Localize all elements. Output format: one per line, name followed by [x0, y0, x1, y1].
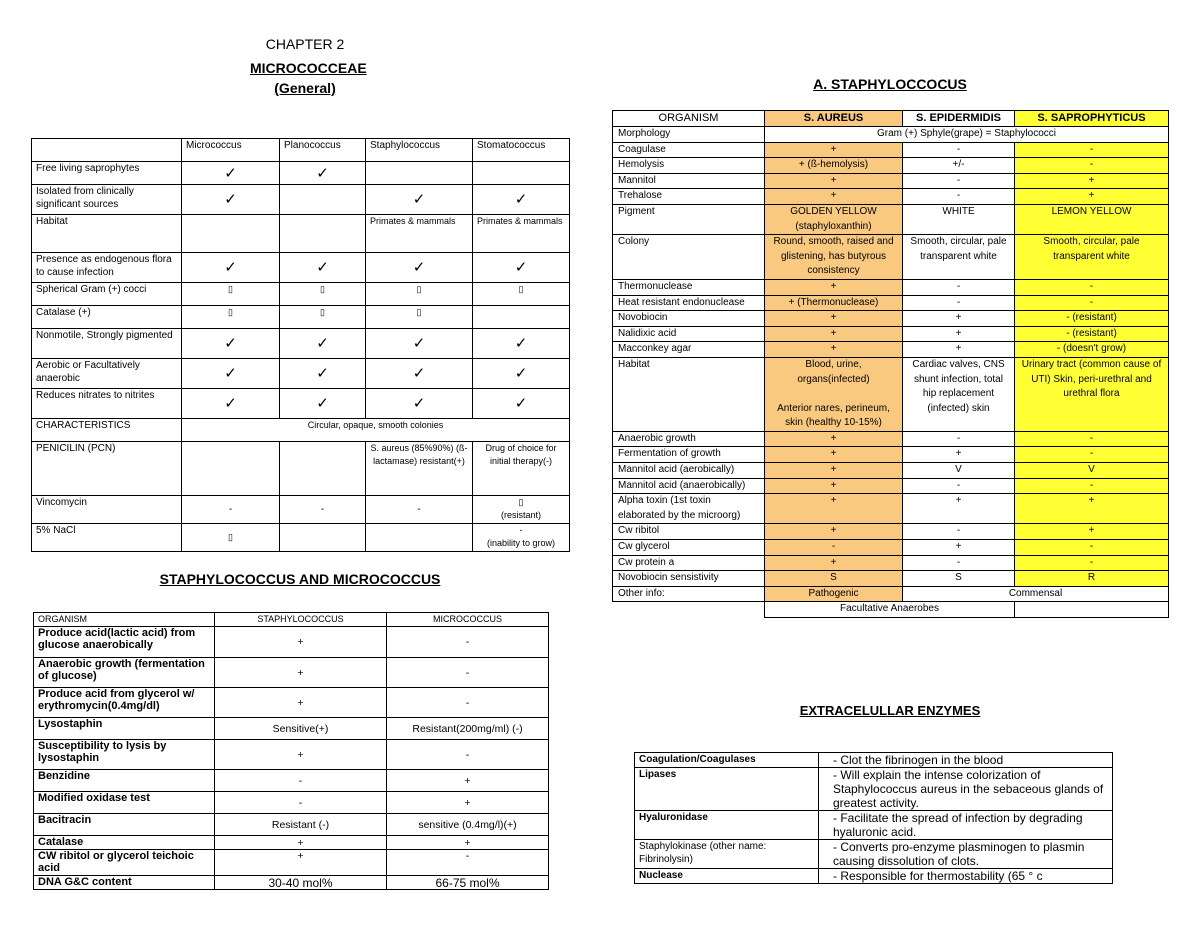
check-icon: ✓	[182, 359, 280, 389]
table-header-row	[613, 111, 1169, 127]
cell: Round, smooth, raised and glistening, has butyrous consistency	[765, 235, 903, 280]
enzyme-description-text: Clot the fibrinogen in the blood	[840, 753, 1004, 767]
cell: -	[387, 688, 549, 718]
cell: -	[1015, 540, 1169, 556]
cell: +	[387, 836, 549, 850]
cell	[473, 162, 570, 185]
cell	[280, 442, 366, 496]
cell	[366, 524, 473, 552]
table-row	[613, 555, 1169, 571]
row-label: Heat resistant endonuclease	[613, 295, 765, 311]
table-row	[32, 524, 570, 552]
table-row	[32, 329, 570, 359]
cell: -	[903, 279, 1015, 295]
cell: +	[765, 142, 903, 158]
cell-text: -	[519, 525, 523, 535]
enzyme-description: - Will explain the intense colorization of Staphylococcus aureus in the sebaceous glands of greatest activity.	[819, 768, 1113, 811]
cell	[182, 442, 280, 496]
table-row	[613, 342, 1169, 358]
cell: Resistant (-)	[215, 814, 387, 836]
enzyme-name: Lipases	[635, 768, 819, 811]
row-label: Susceptibility to lysis by lysostaphin	[34, 740, 215, 770]
check-icon: ✓	[366, 253, 473, 283]
table-row	[613, 189, 1169, 205]
staph-micro-table	[33, 612, 549, 890]
row-label: Free living saprophytes	[32, 162, 182, 185]
cell: +	[903, 494, 1015, 524]
cell: +	[765, 478, 903, 494]
cell: 30-40 mol%	[215, 876, 387, 890]
box-glyph-icon: ▯	[280, 283, 366, 306]
cell: R	[1015, 571, 1169, 587]
row-label: Cw protein a	[613, 555, 765, 571]
cell: -	[387, 740, 549, 770]
cell: Sensitive(+)	[215, 718, 387, 740]
header-cell: S. EPIDERMIDIS	[903, 111, 1015, 127]
cell: S	[765, 571, 903, 587]
cell: -	[1015, 158, 1169, 174]
row-label: Modified oxidase test	[34, 792, 215, 814]
row-label: Alpha toxin (1st toxin elaborated by the microorg)	[613, 494, 765, 524]
table-row	[34, 770, 549, 792]
cell: Pathogenic	[765, 586, 903, 602]
genus-comparison-table	[31, 138, 570, 552]
cell: + (Thermonuclease)	[765, 295, 903, 311]
check-icon: ✓	[473, 253, 570, 283]
row-label: Bacitracin	[34, 814, 215, 836]
enzymes-title: EXTRACELULLAR ENZYMES	[799, 703, 981, 718]
cell: -	[280, 496, 366, 524]
table-row	[613, 447, 1169, 463]
table-row	[613, 431, 1169, 447]
cell	[366, 162, 473, 185]
enzymes-rows	[635, 753, 1113, 884]
box-glyph-icon: ▯	[280, 306, 366, 329]
check-icon: ✓	[280, 253, 366, 283]
cell: -	[1015, 431, 1169, 447]
cell: - (resistant)	[1015, 326, 1169, 342]
cell: Drug of choice for initial therapy(-)	[473, 442, 570, 496]
cell-text: (inability to grow)	[486, 538, 556, 548]
row-label: Macconkey agar	[613, 342, 765, 358]
check-icon: ✓	[280, 389, 366, 419]
table-row	[34, 658, 549, 688]
cell: - (doesn't grow)	[1015, 342, 1169, 358]
staph-species-table	[612, 110, 1169, 618]
cell: +	[903, 540, 1015, 556]
row-label: Mannitol acid (anaerobically)	[613, 478, 765, 494]
enzyme-description: - Clot the fibrinogen in the blood	[819, 753, 1113, 768]
cell: +	[387, 792, 549, 814]
cell: S	[903, 571, 1015, 587]
cell	[473, 524, 570, 552]
enzyme-name: Hyaluronidase	[635, 811, 819, 840]
cell: +/-	[903, 158, 1015, 174]
row-label: Isolated from clinically significant sources	[32, 185, 182, 215]
cell: -	[903, 173, 1015, 189]
table-row	[34, 688, 549, 718]
cell: -	[387, 627, 549, 658]
table-row	[613, 173, 1169, 189]
table-row	[613, 158, 1169, 174]
cell: -	[903, 295, 1015, 311]
row-label: Lysostaphin	[34, 718, 215, 740]
cell: Primates & mammals	[366, 215, 473, 253]
cell: Cardiac valves, CNS shunt infection, total hip replacement (infected) skin	[903, 357, 1015, 431]
row-label: Fermentation of growth	[613, 447, 765, 463]
table-row	[34, 627, 549, 658]
cell: +	[765, 311, 903, 327]
table-row	[635, 840, 1113, 869]
check-icon: ✓	[280, 359, 366, 389]
cell: - (resistant)	[1015, 311, 1169, 327]
cell: Facultative Anaerobes	[765, 602, 1015, 618]
cell: +	[765, 447, 903, 463]
cell: +	[903, 447, 1015, 463]
header-cell: S. AUREUS	[765, 111, 903, 127]
cell: Gram (+) Sphyle(grape) = Staphylococci	[765, 127, 1169, 143]
cell: +	[765, 173, 903, 189]
cell: V	[1015, 463, 1169, 479]
cell: -	[765, 540, 903, 556]
cell: -	[903, 142, 1015, 158]
cell: Commensal	[903, 586, 1169, 602]
enzyme-description: - Facilitate the spread of infection by degrading hyaluronic acid.	[819, 811, 1113, 840]
row-label: Other info:	[613, 586, 765, 602]
cell: -	[903, 431, 1015, 447]
cell: +	[903, 311, 1015, 327]
cell: +	[387, 770, 549, 792]
enzyme-description: - Responsible for thermostability (65 ° c	[819, 869, 1113, 884]
cell: -	[903, 478, 1015, 494]
enzyme-name: Staphylokinase (other name: Fibrinolysin)	[635, 840, 819, 869]
table-row	[32, 215, 570, 253]
enzyme-description-text: Responsible for thermostability (65 ° c	[840, 869, 1043, 883]
cell: Smooth, circular, pale transparent white	[1015, 235, 1169, 280]
row-label: Cw glycerol	[613, 540, 765, 556]
table-row	[32, 419, 570, 442]
table-row	[32, 162, 570, 185]
row-label: CW ribitol or glycerol teichoic acid	[34, 850, 215, 876]
header-cell: S. SAPROPHYTICUS	[1015, 111, 1169, 127]
check-icon: ✓	[366, 359, 473, 389]
cell	[280, 185, 366, 215]
cell: +	[765, 326, 903, 342]
cell: -	[1015, 447, 1169, 463]
row-label: Mannitol acid (aerobically)	[613, 463, 765, 479]
cell: sensitive (0.4mg/l)(+)	[387, 814, 549, 836]
cell: S. aureus (85%90%) (ß-lactamase) resistant(+)	[366, 442, 473, 496]
cell	[280, 215, 366, 253]
cell: +	[215, 627, 387, 658]
row-label: Nonmotile, Strongly pigmented	[32, 329, 182, 359]
cell: +	[215, 658, 387, 688]
enzyme-description-text: Facilitate the spread of infection by degrading hyaluronic acid.	[833, 811, 1083, 839]
enzyme-description-text: Converts pro-enzyme plasminogen to plasmin causing dissolution of clots.	[833, 840, 1085, 868]
table-header-row	[34, 613, 549, 627]
cell: Circular, opaque, smooth colonies	[182, 419, 570, 442]
check-icon: ✓	[473, 329, 570, 359]
row-label: Aerobic or Facultatively anaerobic	[32, 359, 182, 389]
table-row	[635, 753, 1113, 768]
check-icon: ✓	[473, 389, 570, 419]
table-row	[613, 142, 1169, 158]
staph-rows	[613, 142, 1169, 586]
table-row	[32, 389, 570, 419]
check-icon: ✓	[366, 389, 473, 419]
check-icon: ✓	[366, 185, 473, 215]
cell: +	[1015, 173, 1169, 189]
row-label: Anaerobic growth	[613, 431, 765, 447]
table-row	[613, 478, 1169, 494]
header-cell	[32, 139, 182, 162]
cell: +	[765, 555, 903, 571]
row-label: Pigment	[613, 204, 765, 234]
cell: -	[215, 792, 387, 814]
cell: +	[765, 494, 903, 524]
table-row	[34, 718, 549, 740]
row-label: Produce acid from glycerol w/ erythromycin(0.4mg/dl)	[34, 688, 215, 718]
table-row	[613, 127, 1169, 143]
table-row	[32, 253, 570, 283]
row-label: DNA G&C content	[34, 876, 215, 890]
check-icon: ✓	[473, 185, 570, 215]
cell: +	[903, 342, 1015, 358]
table-row	[613, 235, 1169, 280]
cell: LEMON YELLOW	[1015, 204, 1169, 234]
table-row	[613, 586, 1169, 602]
cell: Primates & mammals	[473, 215, 570, 253]
table-row	[613, 571, 1169, 587]
row-label: Habitat	[32, 215, 182, 253]
row-label: CHARACTERISTICS	[32, 419, 182, 442]
cell: -	[1015, 279, 1169, 295]
cell: -	[215, 770, 387, 792]
table-row	[613, 326, 1169, 342]
cell: -	[1015, 555, 1169, 571]
cell: +	[903, 326, 1015, 342]
blank-cell	[613, 602, 765, 618]
cell: WHITE	[903, 204, 1015, 234]
cell: Blood, urine, organs(infected) Anterior nares, perineum, skin (healthy 10-15%)	[765, 357, 903, 431]
row-label: Anaerobic growth (fermentation of glucose)	[34, 658, 215, 688]
table-row	[32, 442, 570, 496]
cell: -	[1015, 142, 1169, 158]
cell: -	[387, 850, 549, 876]
table-row	[613, 279, 1169, 295]
cell	[280, 524, 366, 552]
cell: +	[215, 740, 387, 770]
cell: +	[1015, 494, 1169, 524]
cell: -	[366, 496, 473, 524]
family-heading: MICROCOCCEAE	[250, 60, 367, 76]
enzyme-description: - Converts pro-enzyme plasminogen to plasmin causing dissolution of clots.	[819, 840, 1113, 869]
row-label: PENICILIN (PCN)	[32, 442, 182, 496]
enzyme-name: Nuclease	[635, 869, 819, 884]
table-row	[32, 306, 570, 329]
table-row	[613, 494, 1169, 524]
row-label: Reduces nitrates to nitrites	[32, 389, 182, 419]
cell	[182, 215, 280, 253]
table-row	[32, 359, 570, 389]
table-row	[613, 295, 1169, 311]
cell: +	[215, 850, 387, 876]
cell: V	[903, 463, 1015, 479]
row-label: Coagulase	[613, 142, 765, 158]
table-row	[34, 850, 549, 876]
cell: +	[1015, 189, 1169, 205]
table-row	[34, 836, 549, 850]
table-row	[613, 540, 1169, 556]
header-cell: STAPHYLOCOCCUS	[215, 613, 387, 627]
cell: -	[903, 189, 1015, 205]
check-icon: ✓	[182, 162, 280, 185]
table-row	[635, 811, 1113, 840]
cell: +	[215, 688, 387, 718]
table-row	[34, 740, 549, 770]
enzyme-name: Coagulation/Coagulases	[635, 753, 819, 768]
row-label: Morphology	[613, 127, 765, 143]
cell: +	[765, 524, 903, 540]
row-label: 5% NaCl	[32, 524, 182, 552]
table-row	[613, 524, 1169, 540]
row-label: Thermonuclease	[613, 279, 765, 295]
row-label: Novobiocin	[613, 311, 765, 327]
header-cell: Staphylococcus	[366, 139, 473, 162]
cell: +	[765, 189, 903, 205]
table-row	[613, 311, 1169, 327]
table-row	[32, 283, 570, 306]
table-row	[613, 357, 1169, 431]
header-cell: MICROCOCCUS	[387, 613, 549, 627]
compare-title: STAPHYLOCOCCUS AND MICROCOCCUS	[159, 571, 441, 587]
header-cell: ORGANISM	[34, 613, 215, 627]
chapter-heading: CHAPTER 2	[265, 36, 345, 52]
row-label: Colony	[613, 235, 765, 280]
row-label: Catalase	[34, 836, 215, 850]
cell: +	[1015, 524, 1169, 540]
box-glyph-icon: ▯	[366, 306, 473, 329]
row-label: Benzidine	[34, 770, 215, 792]
cell: +	[765, 431, 903, 447]
box-glyph-icon: ▯	[182, 306, 280, 329]
check-icon: ✓	[182, 253, 280, 283]
check-icon: ✓	[280, 329, 366, 359]
cell: +	[765, 279, 903, 295]
check-icon: ✓	[182, 329, 280, 359]
row-label: Cw ribitol	[613, 524, 765, 540]
row-label: Spherical Gram (+) cocci	[32, 283, 182, 306]
table-row	[34, 876, 549, 890]
cell: -	[903, 524, 1015, 540]
table-row	[635, 869, 1113, 884]
cell: -	[182, 496, 280, 524]
row-label: Catalase (+)	[32, 306, 182, 329]
check-icon: ✓	[280, 162, 366, 185]
check-icon: ✓	[366, 329, 473, 359]
row-label: Presence as endogenous flora to cause infection	[32, 253, 182, 283]
box-glyph-icon: ▯	[182, 524, 280, 552]
row-label: Mannitol	[613, 173, 765, 189]
cell: -	[903, 555, 1015, 571]
row-label: Trehalose	[613, 189, 765, 205]
table-row	[34, 792, 549, 814]
box-glyph-icon: ▯	[518, 497, 524, 507]
cell-text: (resistant)	[500, 510, 541, 520]
check-icon: ✓	[473, 359, 570, 389]
cell: Resistant(200mg/ml) (-)	[387, 718, 549, 740]
cell: Smooth, circular, pale transparent white	[903, 235, 1015, 280]
table-header-row	[32, 139, 570, 162]
row-label: Novobiocin sensistivity	[613, 571, 765, 587]
table-row	[635, 768, 1113, 811]
box-glyph-icon: ▯	[182, 283, 280, 306]
table-row	[613, 463, 1169, 479]
cell: +	[765, 342, 903, 358]
enzymes-table	[634, 752, 1113, 884]
row-label: Habitat	[613, 357, 765, 431]
header-cell: ORGANISM	[613, 111, 765, 127]
cell: -	[1015, 295, 1169, 311]
staph-title: A. STAPHYLOCCOCUS	[813, 76, 967, 92]
check-icon: ✓	[182, 389, 280, 419]
box-glyph-icon: ▯	[366, 283, 473, 306]
cell: Urinary tract (common cause of UTI) Skin, peri-urethral and urethral flora	[1015, 357, 1169, 431]
table-row	[32, 496, 570, 524]
cell: +	[765, 463, 903, 479]
cell: -	[387, 658, 549, 688]
table-row	[613, 204, 1169, 234]
header-cell: Micrococcus	[182, 139, 280, 162]
header-cell: Planococcus	[280, 139, 366, 162]
cell: 66-75 mol%	[387, 876, 549, 890]
row-label: Produce acid(lactic acid) from glucose anaerobically	[34, 627, 215, 658]
cell: GOLDEN YELLOW (staphyloxanthin)	[765, 204, 903, 234]
enzyme-description-text: Will explain the intense colorization of Staphylococcus aureus in the sebaceous glands of greatest activity.	[833, 768, 1104, 810]
cell: -	[1015, 478, 1169, 494]
cell	[473, 496, 570, 524]
check-icon: ✓	[182, 185, 280, 215]
row-label: Vincomycin	[32, 496, 182, 524]
cell: +	[215, 836, 387, 850]
table-row	[34, 814, 549, 836]
general-heading: (General)	[274, 80, 336, 96]
cell	[1015, 602, 1169, 618]
row-label: Hemolysis	[613, 158, 765, 174]
cell: + (ß-hemolysis)	[765, 158, 903, 174]
cell	[473, 306, 570, 329]
box-glyph-icon: ▯	[473, 283, 570, 306]
table-row	[32, 185, 570, 215]
table-row	[613, 602, 1169, 618]
row-label: Nalidixic acid	[613, 326, 765, 342]
header-cell: Stomatococcus	[473, 139, 570, 162]
